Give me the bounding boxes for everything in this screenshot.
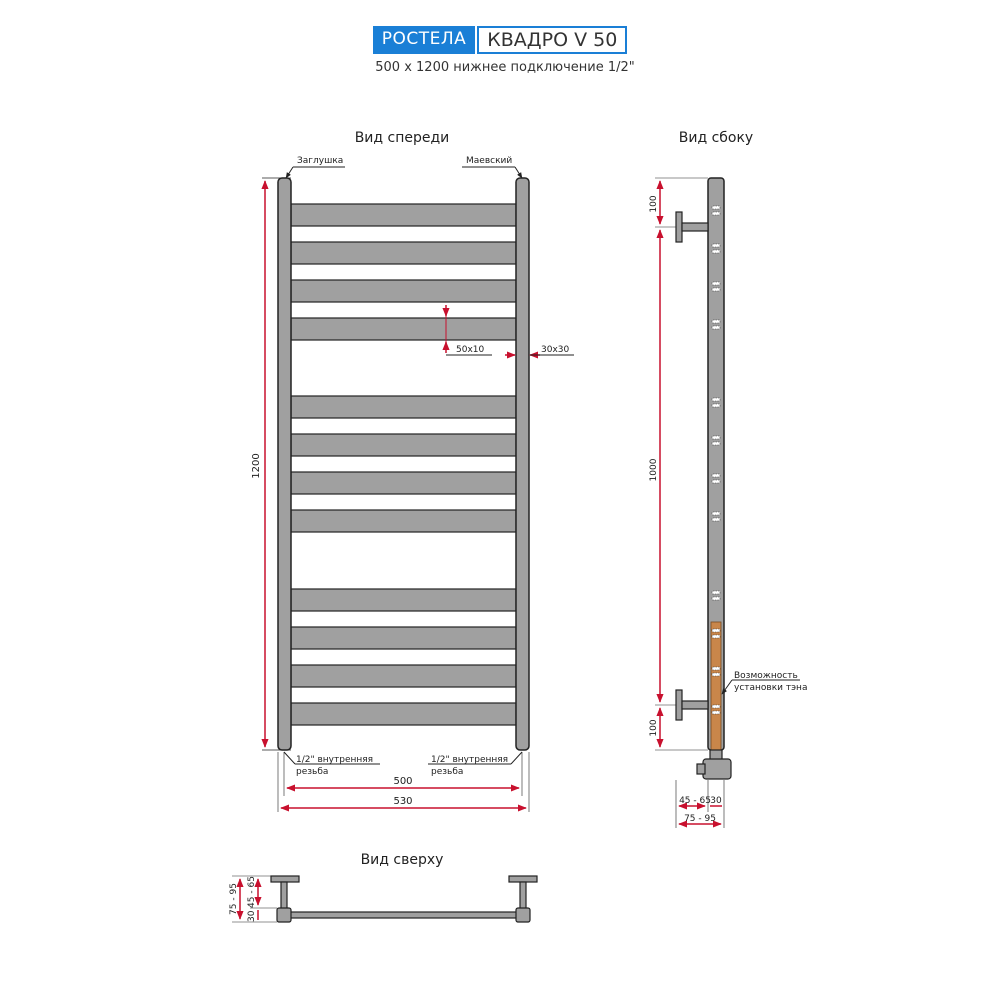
height-label: 1200 [251,453,262,479]
crossbar-end-mark [712,711,720,714]
brand-badge: РОСТЕЛА [373,26,476,54]
mayevsky-leader-arrow [515,167,522,178]
crossbar-end-mark [712,250,720,253]
crossbar-end-mark [712,705,720,708]
crossbar [291,434,516,456]
thread-right-line1: 1/2" внутренняя [431,755,509,765]
left-riser [278,178,291,750]
crossbar-end-mark [712,591,720,594]
depth-b-label: 30 [710,796,722,806]
crossbar-end-mark [712,282,720,285]
plug-label: Заглушка [297,156,344,166]
thread-left-line1: 1/2" внутренняя [296,755,374,765]
crossbar-end-mark [712,212,720,215]
top-view [229,852,537,922]
top-offset-label: 100 [649,195,659,213]
top-wall-bracket [676,212,708,242]
bottom-offset-label: 100 [649,719,659,737]
heater-insert [711,622,721,750]
heater-note-line2: установки тэна [734,683,808,693]
crossbar-end-mark [712,206,720,209]
crossbar [291,665,516,687]
side-view-title: Вид сбоку [678,130,754,146]
width-outer-label: 530 [393,796,413,807]
thread-right-line2: резьба [431,767,464,777]
top-depth-total-label: 75 - 95 [229,883,239,915]
crossbar-end-mark [712,474,720,477]
crossbar-end-mark [712,629,720,632]
crossbar-end-mark [712,442,720,445]
crossbar [291,510,516,532]
crossbar-end-mark [712,667,720,670]
crossbar-end-mark [712,244,720,247]
riser-size-label: 30x30 [541,345,570,355]
crossbar [291,627,516,649]
bottom-connection [697,750,731,779]
model-badge: КВАДРО V 50 [477,26,627,54]
crossbar-end-mark [712,326,720,329]
crossbars [291,204,516,725]
crossbar [291,589,516,611]
side-view [649,130,807,828]
heater-note-line1: Возможность [734,671,798,681]
crossbar [291,396,516,418]
top-view-title: Вид сверху [360,852,444,868]
crossbar-end-mark [712,398,720,401]
center-distance-label: 1000 [649,458,659,482]
crossbar-end-mark [712,404,720,407]
crossbar-size-label: 50x10 [456,345,485,355]
thread-left-line2: резьба [296,767,329,777]
front-view [251,130,574,812]
top-depth-a-label: 45 - 65 [247,876,257,908]
crossbar [291,280,516,302]
subtitle: 500 х 1200 нижнее подключение 1/2" [375,60,635,75]
bottom-wall-bracket [676,690,708,720]
crossbar-end-mark [712,597,720,600]
depth-total-label: 75 - 95 [684,814,716,824]
width-inner-label: 500 [393,776,413,787]
top-depth-b-label: 30 [247,910,257,922]
crossbar [291,204,516,226]
plug-leader-arrow [286,167,293,178]
top-crossbar [286,912,522,918]
right-riser [516,178,529,750]
crossbar-end-mark [712,436,720,439]
crossbar [291,472,516,494]
crossbar [291,318,516,340]
thread-right-leader [511,752,522,764]
crossbar-end-mark [712,512,720,515]
crossbar-end-mark [712,635,720,638]
front-view-title: Вид спереди [354,130,450,146]
depth-a-label: 45 - 65 [679,796,711,806]
crossbar-end-mark [712,288,720,291]
crossbar-end-mark [712,518,720,521]
thread-left-leader [284,752,295,764]
mayevsky-label: Маевский [466,156,513,166]
crossbar-end-mark [712,320,720,323]
crossbar [291,703,516,725]
crossbar-end-mark [712,480,720,483]
crossbar [291,242,516,264]
crossbar-end-mark [712,673,720,676]
